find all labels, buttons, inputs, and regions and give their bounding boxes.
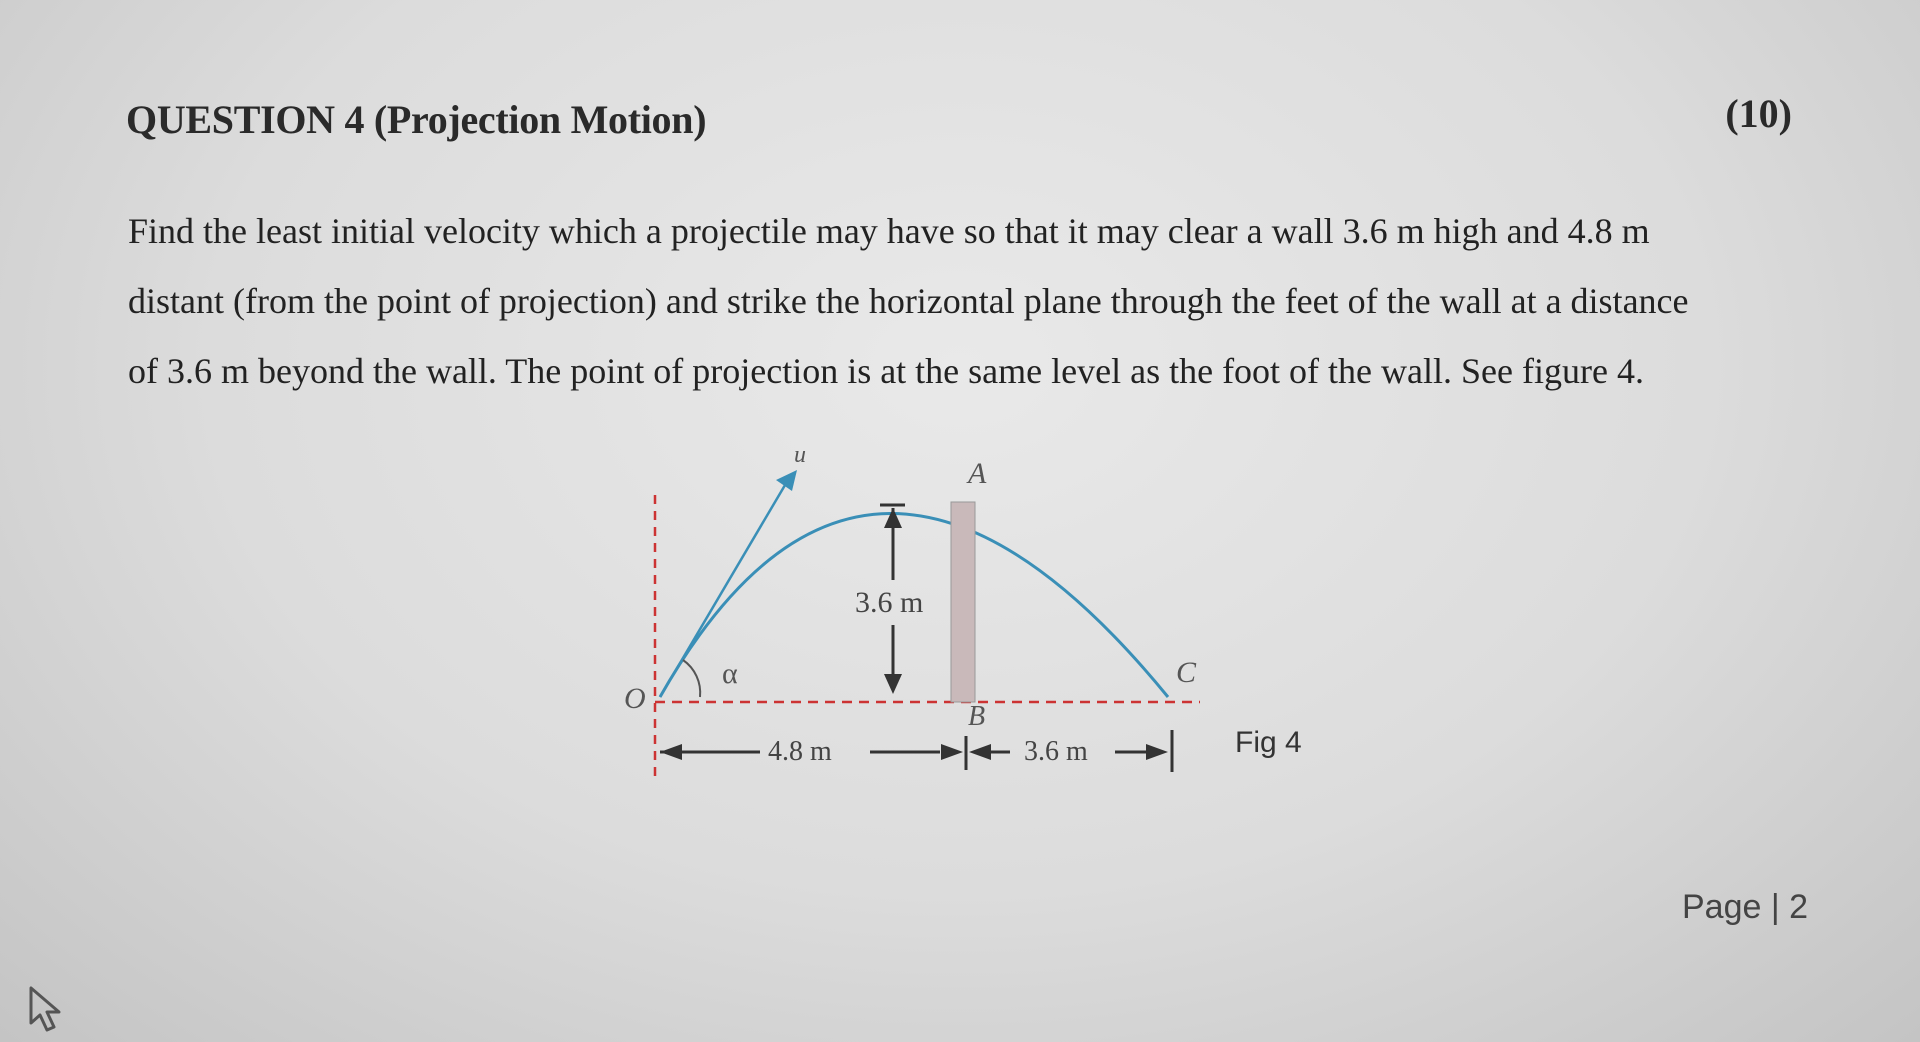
question-title: QUESTION 4 (Projection Motion) — [126, 97, 707, 142]
figure-caption: Fig 4 — [1235, 726, 1302, 759]
page-number: Page | 2 — [1682, 888, 1809, 926]
landing-label: C — [1176, 656, 1197, 689]
angle-arc — [683, 660, 700, 697]
wall-top-label: A — [968, 457, 987, 490]
dist-beyond-dim-left-arrow — [969, 744, 991, 760]
question-line-2: distant (from the point of projection) and strike the horizontal plane through the feet of the wall at a distance — [128, 281, 1689, 321]
wall-height-label: 3.6 m — [855, 586, 924, 619]
height-dim-up-arrow — [884, 508, 902, 528]
angle-label: α — [722, 657, 738, 690]
dist-beyond-dim-right-arrow — [1146, 744, 1168, 760]
origin-label: O — [624, 682, 646, 715]
wall — [951, 502, 975, 702]
dist-wall-dim-right-arrow — [941, 744, 963, 760]
wall-foot-label: B — [968, 701, 986, 732]
velocity-label: u — [794, 442, 806, 468]
question-line-1: Find the least initial velocity which a projectile may have so that it may clear a wall 3.6 m high and 4.8 m — [128, 211, 1650, 251]
dist-to-wall-label: 4.8 m — [768, 736, 832, 767]
question-marks: (10) — [1725, 91, 1792, 136]
velocity-arrowhead — [776, 470, 797, 491]
height-dim-down-arrow — [884, 674, 902, 694]
mouse-cursor-icon — [28, 985, 68, 1035]
dist-wall-dim-left-arrow — [660, 744, 682, 760]
question-line-3: of 3.6 m beyond the wall. The point of projection is at the same level as the foot of the wall. See figure 4. — [128, 351, 1644, 391]
dist-beyond-label: 3.6 m — [1024, 736, 1088, 767]
